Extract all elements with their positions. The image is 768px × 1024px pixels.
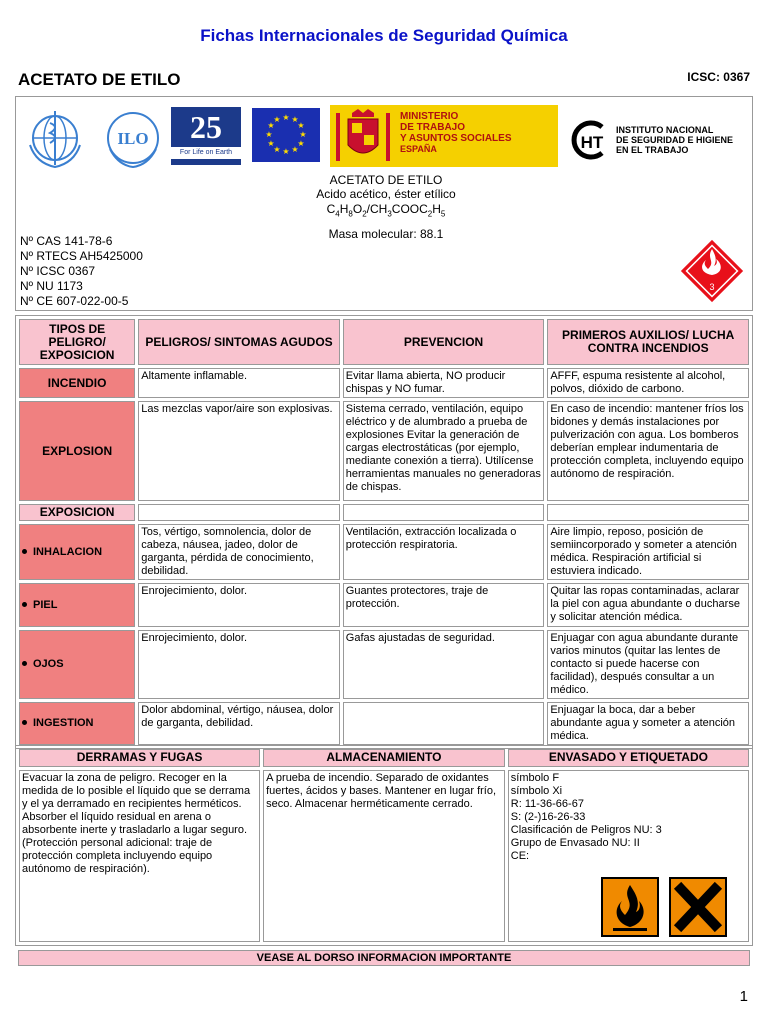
svg-text:★: ★: [265, 130, 273, 139]
cell-almacenamiento: A prueba de incendio. Separado de oxidantes fuertes, ácidos y bases. Mantener en lugar frío, seco. Almacenar herméticamente cerrado.: [263, 770, 505, 942]
document-title: Fichas Internacionales de Seguridad Química: [200, 26, 568, 45]
svg-text:★: ★: [297, 121, 305, 130]
back-page-notice: VEASE AL DORSO INFORMACION IMPORTANTE: [18, 950, 750, 966]
table-row: [19, 504, 749, 521]
unep-number: 25: [190, 109, 222, 145]
rtecs-number: Nº RTECS AH5425000: [20, 249, 143, 263]
cell-envasado: [508, 770, 749, 942]
cell-auxilios: Enjuagar la boca, dar a beber abundante agua y someter a atención médica.: [547, 702, 749, 745]
formula-part: O: [352, 202, 363, 216]
category-exposicion: EXPOSICION: [19, 504, 135, 521]
cell-peligros: Dolor abdominal, vértigo, náusea, dolor de garganta, debilidad.: [138, 702, 340, 745]
cell-prevencion: [343, 504, 545, 521]
substance-synonym: Acido acético, éster etílico: [316, 187, 456, 201]
formula-subscript: 2: [427, 209, 433, 219]
identifier-list: [20, 234, 143, 309]
formula-subscript: 3: [387, 209, 392, 219]
page-number: 1: [739, 988, 748, 1005]
substance-name: ACETATO DE ETILO: [329, 173, 443, 187]
envasado-line: símbolo F: [510, 772, 560, 784]
icsc-code: ICSC: 0367: [687, 70, 750, 84]
header-peligros: PELIGROS/ SINTOMAS AGUDOS: [138, 319, 340, 365]
substance-title: ACETATO DE ETILO: [18, 70, 181, 89]
svg-text:★: ★: [299, 130, 307, 139]
formula-subscript: 4: [335, 209, 340, 219]
svg-text:★: ★: [282, 147, 290, 156]
header-almacenamiento: ALMACENAMIENTO: [263, 749, 505, 767]
cell-auxilios: Quitar las ropas contaminadas, aclarar la piel con agua abundante o ducharse y solicitar atención médica.: [547, 583, 749, 627]
table-row: [19, 583, 749, 627]
svg-text:★: ★: [273, 145, 281, 154]
envasado-line: S: (2-)16-26-33: [510, 811, 586, 823]
envasado-line: R: 11-36-66-67: [510, 798, 584, 810]
ministry-line-1: MINISTERIO: [400, 111, 459, 122]
chemical-formula: [216, 202, 556, 221]
envasado-line: CE:: [510, 850, 530, 862]
cell-prevencion: Gafas ajustadas de seguridad.: [343, 630, 545, 699]
category-piel: [19, 583, 135, 627]
header-envasado: ENVASADO Y ETIQUETADO: [508, 749, 749, 767]
category-label: PIEL: [33, 598, 58, 611]
category-ojos: [19, 630, 135, 699]
cell-peligros: [138, 504, 340, 521]
bullet-icon: [22, 549, 27, 554]
bullet-icon: [22, 602, 27, 607]
bullet-icon: [22, 661, 27, 666]
category-label: OJOS: [33, 658, 64, 670]
table-row: [19, 630, 749, 699]
header-box: [15, 96, 753, 311]
category-incendio: INCENDIO: [19, 368, 135, 398]
flammable-liquid-diamond-icon: [676, 235, 748, 307]
svg-text:★: ★: [282, 113, 290, 122]
category-inhalacion: [19, 524, 135, 580]
eu-flag: [252, 108, 320, 162]
svg-text:ILO: ILO: [117, 129, 149, 148]
category-label: INHALACION: [33, 545, 103, 558]
unep-caption: For Life on Earth: [171, 147, 241, 159]
formula-part: /CH: [366, 202, 388, 216]
cell-auxilios: [547, 504, 749, 521]
insht-line-1: INSTITUTO NACIONAL: [616, 125, 714, 135]
cell-auxilios: Aire limpio, reposo, posición de semiincorporado y someter a atención médica. Respiración artificial si estuviera indicado.: [547, 524, 749, 580]
cell-prevencion: Ventilación, extracción localizada o protección respiratoria.: [343, 524, 545, 580]
cell-peligros: Altamente inflamable.: [138, 368, 340, 398]
molar-mass: Masa molecular: 88.1: [328, 227, 444, 242]
ilo-logo: [102, 107, 164, 169]
cell-prevencion: Sistema cerrado, ventilación, equipo eléctrico y de alumbrado a prueba de explosiones Evitar la generación de cargas electrostáticas (por ejemplo, mediante conexión a tierra). Utilícense herramientas manuales no generadoras de chispas.: [343, 401, 545, 501]
table-row: [19, 368, 749, 398]
cell-auxilios: En caso de incendio: mantener fríos los bidones y demás instalaciones por pulverización con agua. Los bomberos deberían emplear indumentaria de protección completa, incluyendo equipo autónomo de respiración.: [547, 401, 749, 501]
cell-peligros: Enrojecimiento, dolor.: [138, 630, 340, 699]
ministry-line-4: ESPAÑA: [400, 144, 437, 154]
envasado-line: Grupo de Envasado NU: II: [510, 837, 640, 849]
svg-text:★: ★: [297, 139, 305, 148]
formula-part: COOC: [391, 202, 428, 216]
irritant-symbol-icon: [669, 877, 727, 937]
svg-text:★: ★: [291, 145, 299, 154]
svg-text:★: ★: [267, 121, 275, 130]
ministry-line-3: Y ASUNTOS SOCIALES: [400, 133, 512, 144]
cell-prevencion: [343, 702, 545, 745]
cell-peligros: Enrojecimiento, dolor.: [138, 583, 340, 627]
svg-text:★: ★: [273, 115, 281, 124]
table-row: [19, 401, 749, 501]
insht-emblem-icon: [568, 119, 614, 161]
storage-table: [15, 745, 753, 946]
unep-logo: [171, 107, 241, 165]
header-tipos-peligro: TIPOS DE PELIGRO/ EXPOSICION: [19, 319, 135, 365]
ec-number: Nº CE 607-022-00-5: [20, 294, 129, 308]
cell-derrames: Evacuar la zona de peligro. Recoger en la medida de lo posible el líquido que se derrama y el ya derramado en recipientes herméticos. Absorber el líquido residual en arena o absorbente inerte y trasladarlo a lugar seguro. (Protección personal adicional: traje de protección completa incluyendo equipo autónomo de respiración).: [19, 770, 260, 942]
cell-prevencion: Guantes protectores, traje de protección.: [343, 583, 545, 627]
identity-block: [216, 173, 556, 241]
envasado-line: Clasificación de Peligros NU: 3: [510, 824, 662, 836]
spain-crest-icon: [330, 105, 396, 167]
cell-auxilios: Enjuagar con agua abundante durante varios minutos (quitar las lentes de contacto si puede hacerse con facilidad), después consultar a un médico.: [547, 630, 749, 699]
table-row: [19, 524, 749, 580]
svg-text:HT: HT: [580, 133, 604, 152]
flammable-symbol-icon: [601, 877, 659, 937]
ministry-line-2: DE TRABAJO: [400, 122, 466, 133]
un-number: Nº NU 1173: [20, 279, 83, 293]
insht-line-3: EN EL TRABAJO: [616, 145, 689, 155]
formula-subscript: 8: [348, 209, 353, 219]
svg-text:3: 3: [709, 282, 715, 292]
ministry-logo: [330, 105, 558, 167]
table-row: [19, 702, 749, 745]
bullet-icon: [22, 720, 27, 725]
hazard-table: [15, 315, 753, 749]
svg-text:★: ★: [291, 115, 299, 124]
cell-peligros: Tos, vértigo, somnolencia, dolor de cabeza, náusea, jadeo, dolor de garganta, pérdida de conocimiento, debilidad.: [138, 524, 340, 580]
formula-part: H: [432, 202, 441, 216]
header-primeros-auxilios: PRIMEROS AUXILIOS/ LUCHA CONTRA INCENDIOS: [547, 319, 749, 365]
formula-part: C: [326, 202, 336, 216]
cell-peligros: Las mezclas vapor/aire son explosivas.: [138, 401, 340, 501]
category-explosion: EXPLOSION: [19, 401, 135, 501]
header-derrames: DERRAMAS Y FUGAS: [19, 749, 260, 767]
formula-subscript: 2: [362, 209, 367, 219]
svg-text:★: ★: [267, 139, 275, 148]
icsc-number: Nº ICSC 0367: [20, 264, 96, 278]
header-prevencion: PREVENCION: [343, 319, 545, 365]
envasado-line: símbolo Xi: [510, 785, 563, 797]
insht-logo: [568, 119, 750, 163]
insht-line-2: DE SEGURIDAD E HIGIENE: [616, 135, 734, 145]
who-logo: [22, 105, 88, 171]
cell-auxilios: AFFF, espuma resistente al alcohol, polvos, dióxido de carbono.: [547, 368, 749, 398]
cas-number: Nº CAS 141-78-6: [20, 234, 113, 248]
category-label: INGESTION: [33, 717, 94, 729]
formula-part: H: [339, 202, 349, 216]
formula-subscript: 5: [440, 209, 446, 219]
category-ingestion: [19, 702, 135, 745]
cell-prevencion: Evitar llama abierta, NO producir chispas y NO fumar.: [343, 368, 545, 398]
